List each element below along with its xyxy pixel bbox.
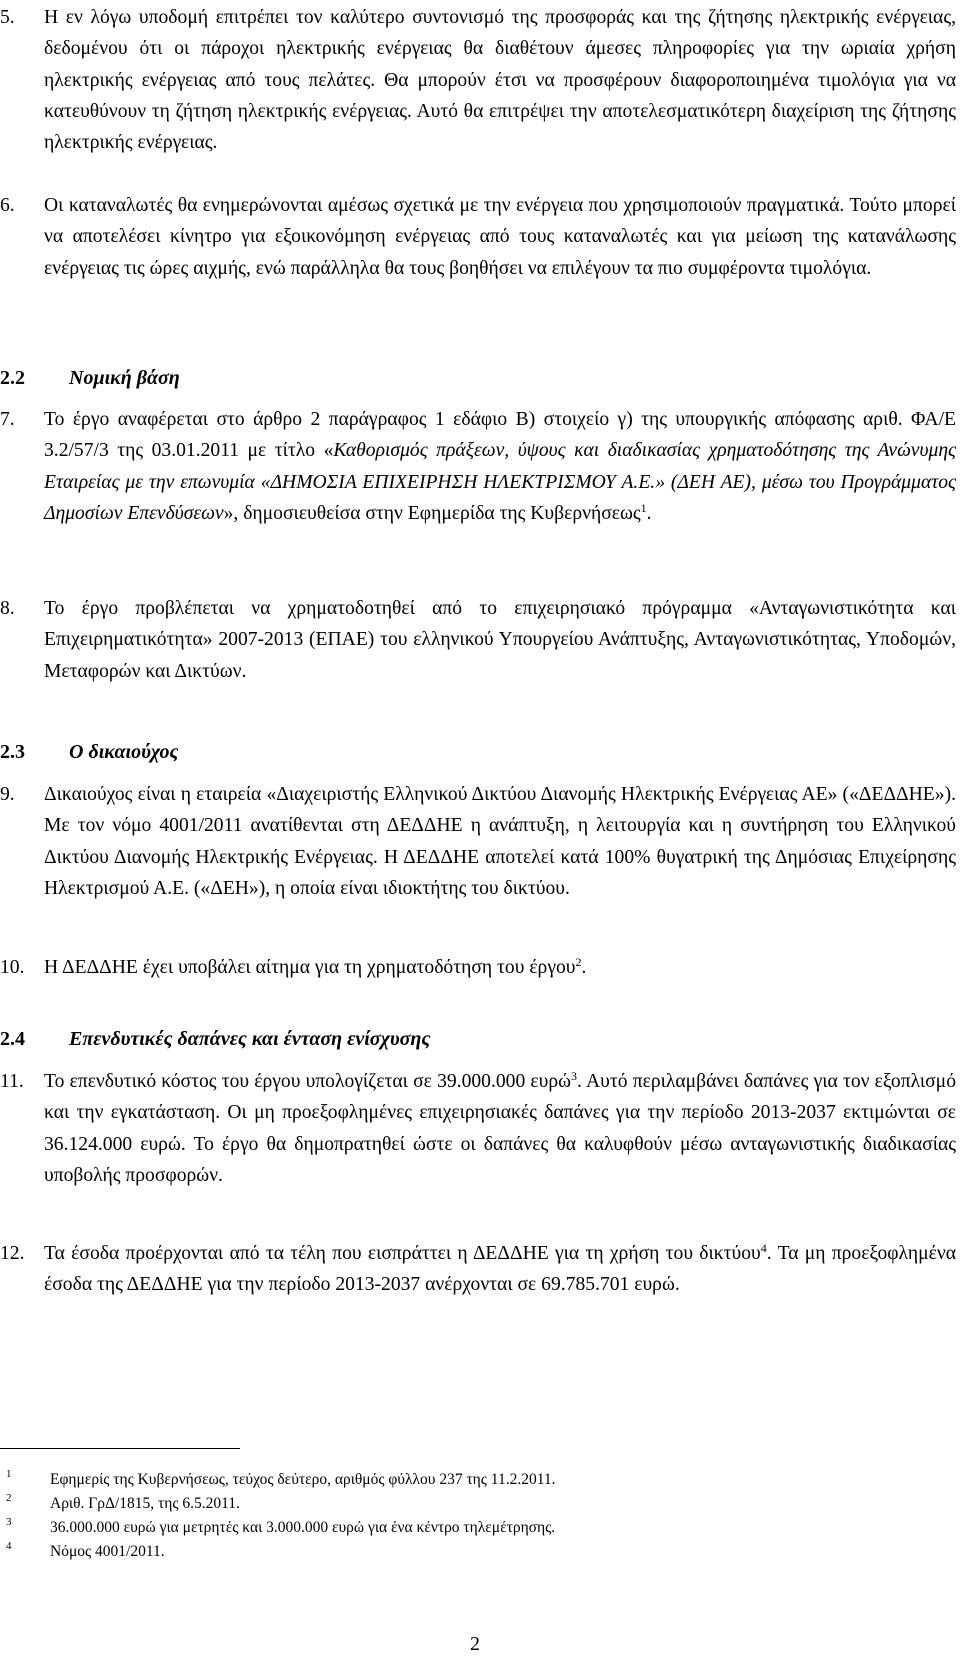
paragraph-number: 10. xyxy=(0,957,25,978)
footnote-number: 3 xyxy=(6,1516,12,1528)
section-heading-2-3 xyxy=(0,737,178,768)
text-segment: . Τα μη προεξοφλημένα έσοδα της ΔΕΔΔΗΕ για την περίοδο 2013-2037 ανέρχονται σε 69.785.701 ευρώ. xyxy=(44,1243,956,1296)
paragraph-6 xyxy=(0,190,956,346)
paragraph-9 xyxy=(0,779,956,939)
footnote-ref[interactable]: 2 xyxy=(575,955,582,969)
paragraph-text: Το έργο προβλέπεται να χρηματοδοτηθεί από το επιχειρησιακό πρόγραμμα «Ανταγωνιστικότητα και Επιχειρηματικότητα» 2007-2013 (ΕΠΑΕ) του ελληνικού Υπουργείου Ανάπτυξης, Ανταγωνιστικότητας, Υποδομών, Μεταφορών και Δικτύων. xyxy=(44,598,956,682)
paragraph-number: 11. xyxy=(0,1071,24,1092)
text-segment: », δημοσιευθείσα στην Εφημερίδα της Κυβερνήσεως xyxy=(223,502,641,524)
section-heading-2-4 xyxy=(0,1024,430,1055)
paragraph-number: 8. xyxy=(0,598,15,619)
footnote-number: 4 xyxy=(6,1540,12,1552)
footnote-text: 36.000.000 ευρώ για μετρητές και 3.000.000 ευρώ για ένα κέντρο τηλεμέτρησης. xyxy=(50,1519,556,1536)
footnote-text: Αριθ. ΓρΔ/1815, της 6.5.2011. xyxy=(50,1495,240,1512)
paragraph-text: Δικαιούχος είναι η εταιρεία «Διαχειριστής Ελληνικού Δικτύου Διανομής Ηλεκτρικής Ενέργειας ΑΕ» («ΔΕΔΔΗΕ»). Με τον νόμο 4001/2011 ανατίθενται στη ΔΕΔΔΗΕ η ανάπτυξη, η λειτουργία και η συντήρηση του Ελληνικού Δικτύου Διανομής Ηλεκτρικής Ενέργειας. Η ΔΕΔΔΗΕ αποτελεί κατά 100% θυγατρική της Δημόσιας Επιχείρησης Ηλεκτρισμού Α.Ε. («ΔΕΗ»), η οποία είναι ιδιοκτήτης του δικτύου. xyxy=(44,784,956,899)
paragraph-5 xyxy=(0,2,956,190)
paragraph-text xyxy=(44,1066,956,1191)
paragraph-11 xyxy=(0,1066,956,1226)
text-segment: . xyxy=(581,957,587,978)
footnote-text: Εφημερίς της Κυβερνήσεως, τεύχος δεύτερο, αριθμός φύλλου 237 της 11.2.2011. xyxy=(50,1471,556,1488)
footnote-text: Νόμος 4001/2011. xyxy=(50,1543,165,1560)
text-segment: Το έργο αναφέρεται στο άρθρο 2 παράγραφος 1 εδάφιο Β) στοιχείο γ) της υπουργικής απόφασης αριθ. ΦΑ/Ε 3.2/57/3 της 03.01.2011 με τίτλο « xyxy=(44,409,956,462)
paragraph-10 xyxy=(0,952,956,984)
paragraph-number: 7. xyxy=(0,409,15,430)
section-title: Νομική βάση xyxy=(69,367,180,389)
paragraph-8 xyxy=(0,593,956,721)
paragraph-number: 5. xyxy=(0,7,15,28)
section-title: Ο δικαιούχος xyxy=(69,741,179,763)
page-number: 2 xyxy=(470,1633,480,1655)
section-number: 2.4 xyxy=(0,1028,25,1050)
text-segment: Το επενδυτικό κόστος του έργου υπολογίζεται σε 39.000.000 ευρώ xyxy=(44,1071,572,1092)
paragraph-text: Η εν λόγω υποδομή επιτρέπει τον καλύτερο συντονισμό της προσφοράς και της ζήτησης ηλεκτρικής ενέργειας, δεδομένου ότι οι πάροχοι ηλεκτρικής ενέργειας θα διαθέτουν άμεσες πληροφορίες για την ωριαία χρήση ηλεκτρικής ενέργειας από τους πελάτες. Θα μπορούν έτσι να προσφέρουν διαφοροποιημένα τιμολόγια για να κατευθύνουν τη ζήτηση ηλεκτρικής ενέργειας. Αυτό θα επιτρέψει την αποτελεσματικότερη διαχείριση της ζήτησης ηλεκτρικής ενέργειας. xyxy=(44,7,956,154)
section-title: Επενδυτικές δαπάνες και ένταση ενίσχυσης xyxy=(69,1028,431,1050)
paragraph-number: 12. xyxy=(0,1243,25,1264)
paragraph-text xyxy=(44,952,956,983)
section-number: 2.3 xyxy=(0,741,25,763)
decision-title-italic: Καθορισμός πράξεων, ύψους και διαδικασίας χρηματοδότησης της Ανώνυμης Εταιρείας με την επωνυμία «ΔΗΜΟΣΙΑ ΕΠΙΧΕΙΡΗΣΗ ΗΛΕΚΤΡΙΣΜΟΥ Α.Ε.» (ΔΕΗ ΑΕ), μέσω του Προγράμματος Δημοσίων Επενδύσεων xyxy=(44,440,956,524)
footnote-number: 1 xyxy=(6,1468,12,1480)
paragraph-7 xyxy=(0,404,956,592)
footnote-ref[interactable]: 3 xyxy=(571,1069,578,1083)
text-segment: Η ΔΕΔΔΗΕ έχει υποβάλει αίτημα για τη χρηματοδότηση του έργου xyxy=(44,957,576,978)
text-segment: . Αυτό περιλαμβάνει δαπάνες για τον εξοπλισμό και την εγκατάσταση. Οι μη προεξοφλημένες επιχειρησιακές δαπάνες για την περίοδο 2013-2037 εκτιμώνται σε 36.124.000 ευρώ. Το έργο θα δημοπρατηθεί ώστε οι δαπάνες θα καλυφθούν μέσω ανταγωνιστικής διαδικασίας υποβολής προσφορών. xyxy=(44,1071,956,1186)
paragraph-12 xyxy=(0,1238,956,1334)
paragraph-number: 6. xyxy=(0,195,15,216)
footnote-ref[interactable]: 4 xyxy=(760,1241,767,1255)
paragraph-text: Οι καταναλωτές θα ενημερώνονται αμέσως σχετικά με την ενέργεια που χρησιμοποιούν πραγματικά. Τούτο μπορεί να αποτελέσει κίνητρο για εξοικονόμηση ενέργειας από τους καταναλωτές και για μείωση της κατανάλωσης ενέργειας τις ώρες αιχμής, ενώ παράλληλα θα τους βοηθήσει να επιλέγουν τα πιο συμφέροντα τιμολόγια. xyxy=(44,195,956,279)
footnote-number: 2 xyxy=(6,1492,12,1504)
text-segment: . xyxy=(646,502,652,524)
text-segment: Τα έσοδα προέρχονται από τα τέλη που εισπράττει η ΔΕΔΔΗΕ για τη χρήση του δικτύου xyxy=(44,1243,761,1264)
paragraph-text xyxy=(44,404,956,529)
footnote-separator xyxy=(0,1448,240,1449)
section-heading-2-2 xyxy=(0,363,180,394)
paragraph-text xyxy=(44,1238,956,1301)
footnote-ref[interactable]: 1 xyxy=(640,500,647,515)
section-number: 2.2 xyxy=(0,367,25,389)
paragraph-number: 9. xyxy=(0,784,15,805)
